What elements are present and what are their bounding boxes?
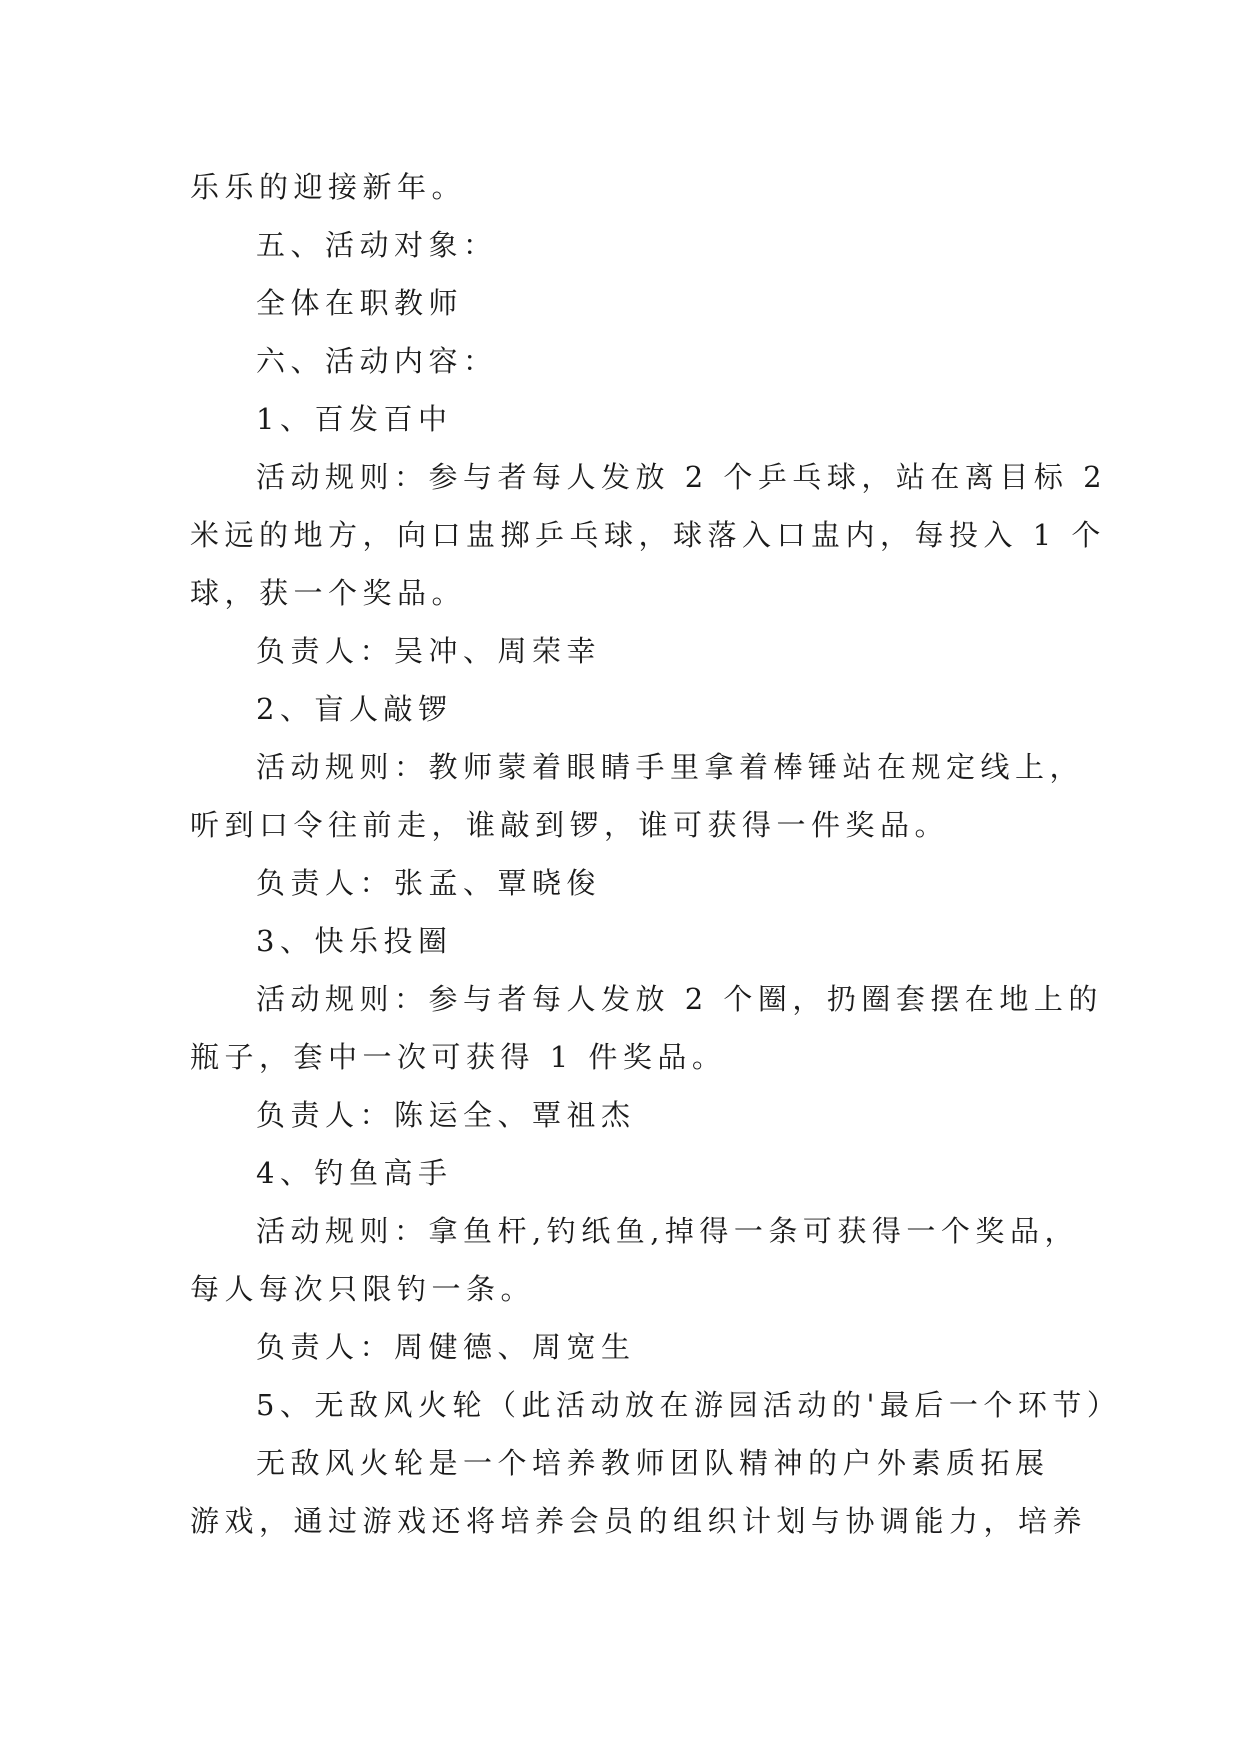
text-line: 瓶子，套中一次可获得 1 件奖品。 [190,1040,727,1074]
item-heading: 2、盲人敲锣 [256,692,453,726]
text-line: 乐乐的迎接新年。 [190,170,467,204]
item-heading: 3、快乐投圈 [256,924,453,958]
responsible-line: 负责人：陈运全、覃祖杰 [256,1098,636,1132]
text-line: 无敌风火轮是一个培养教师团队精神的户外素质拓展 [256,1446,1050,1480]
text-line: 全体在职教师 [256,286,464,320]
text-line: 听到口令往前走，谁敲到锣，谁可获得一件奖品。 [190,808,950,842]
text-line: 每人每次只限钓一条。 [190,1272,536,1306]
text-line: 活动规则：参与者每人发放 2 个圈，扔圈套摆在地上的 [256,982,1103,1016]
text-line: 活动规则：拿鱼杆,钓纸鱼,掉得一条可获得一个奖品， [256,1214,1079,1248]
text-line: 游戏，通过游戏还将培养会员的组织计划与协调能力，培养 [190,1504,1088,1538]
text-line: 活动规则：教师蒙着眼睛手里拿着棒锤站在规定线上， [256,750,1085,784]
item-heading: 1、百发百中 [256,402,453,436]
responsible-line: 负责人：吴冲、周荣幸 [256,634,602,668]
item-heading: 5、无敌风火轮（此活动放在游园活动的'最后一个环节） [256,1388,1122,1422]
text-line: 球，获一个奖品。 [190,576,467,610]
text-line: 活动规则：参与者每人发放 2 个乒乓球，站在离目标 2 [256,460,1108,494]
item-heading: 4、钓鱼高手 [256,1156,453,1190]
text-line: 米远的地方，向口盅掷乒乓球，球落入口盅内，每投入 1 个 [190,518,1106,552]
section-heading: 五、活动对象： [256,228,498,262]
section-heading: 六、活动内容： [256,344,498,378]
responsible-line: 负责人：周健德、周宽生 [256,1330,636,1364]
responsible-line: 负责人：张孟、覃晓俊 [256,866,602,900]
document-body [190,158,1122,1550]
